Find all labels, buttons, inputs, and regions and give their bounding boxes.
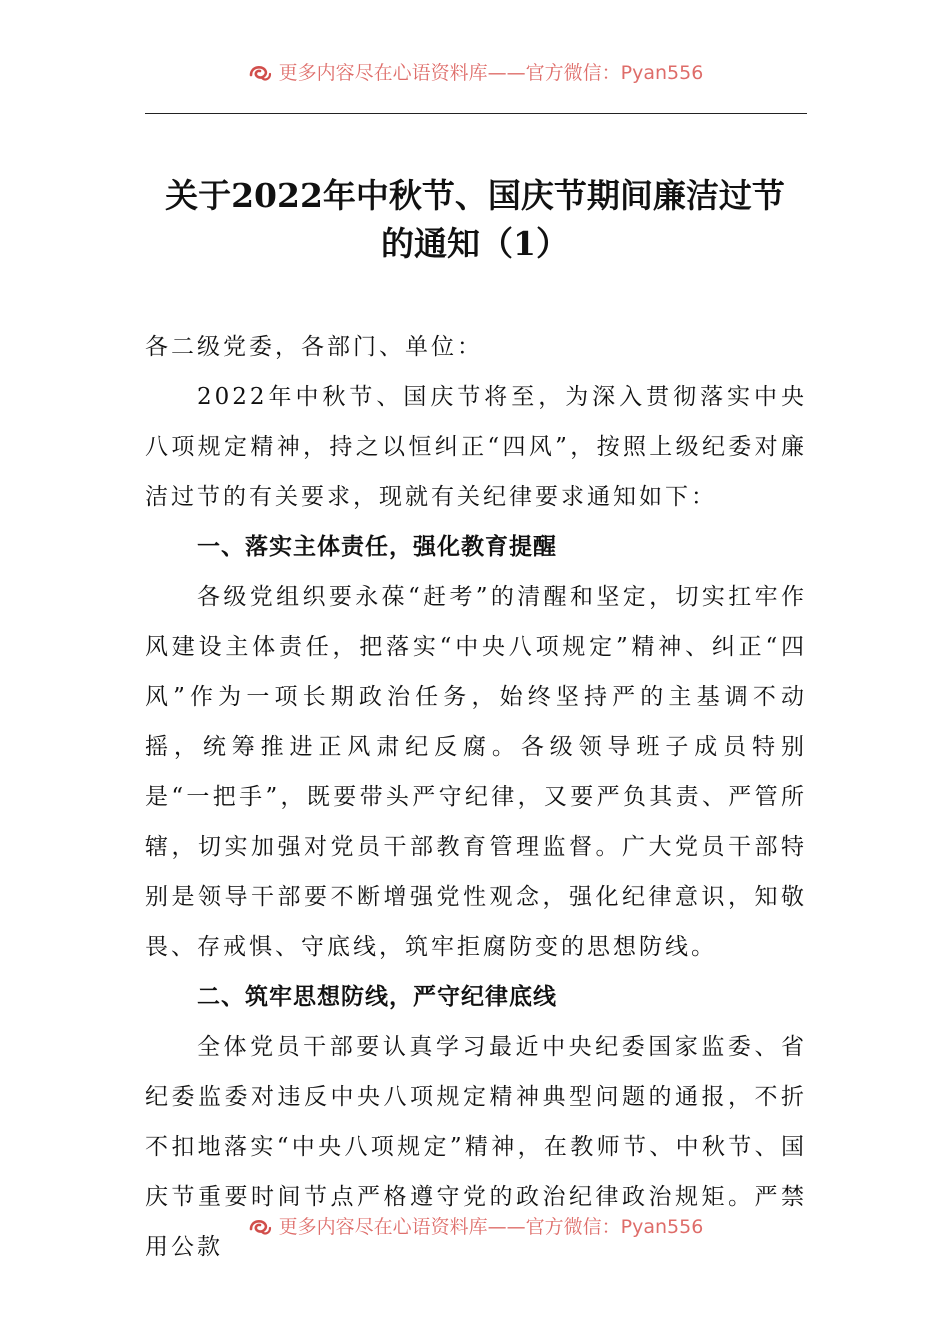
swirl-logo-icon [247,1216,273,1237]
section-2-paragraph: 全体党员干部要认真学习最近中央纪委国家监委、省纪委监委对违反中央八项规定精神典型问题的通报，不折不扣地落实“中央八项规定”精神，在教师节、中秋节、国庆节重要时间节点严格遵守党的政治纪律政治规矩。严禁用公款 [145,1034,807,1260]
swirl-logo-icon [247,62,273,83]
intro-paragraph: 2022年中秋节、国庆节将至，为深入贯彻落实中央八项规定精神，持之以恒纠正“四风”，按照上级纪委对廉洁过节的有关要求，现就有关纪律要求通知如下： [145,384,807,510]
watermark-text: 更多内容尽在心语资料库——官方微信：Pyan556 [278,1216,704,1238]
watermark-text: 更多内容尽在心语资料库——官方微信：Pyan556 [278,62,704,84]
document-title-line-2: 的通知（1） [381,224,569,263]
document-body [145,322,807,1272]
watermark-bottom [0,1216,950,1238]
section-1-paragraph: 各级党组织要永葆“赶考”的清醒和坚定，切实扛牢作风建设主体责任，把落实“中央八项规定”精神、纠正“四风”作为一项长期政治任务，始终坚持严的主基调不动摇，统筹推进正风肃纪反腐。各级领导班子成员特别是“一把手”，既要带头严守纪律，又要严负其责、严管所辖，切实加强对党员干部教育管理监督。广大党员干部特别是领导干部要不断增强党性观念，强化纪律意识，知敬畏、存戒惧、守底线，筑牢拒腐防变的思想防线。 [145,584,807,960]
watermark-top [0,62,950,84]
header-rule [145,113,807,114]
salutation: 各二级党委，各部门、单位： [145,334,483,360]
document-title-line-1: 关于2022年中秋节、国庆节期间廉洁过节 [165,176,785,215]
section-1-heading: 一、落实主体责任，强化教育提醒 [197,534,557,560]
section-2-heading: 二、筑牢思想防线，严守纪律底线 [197,984,557,1010]
